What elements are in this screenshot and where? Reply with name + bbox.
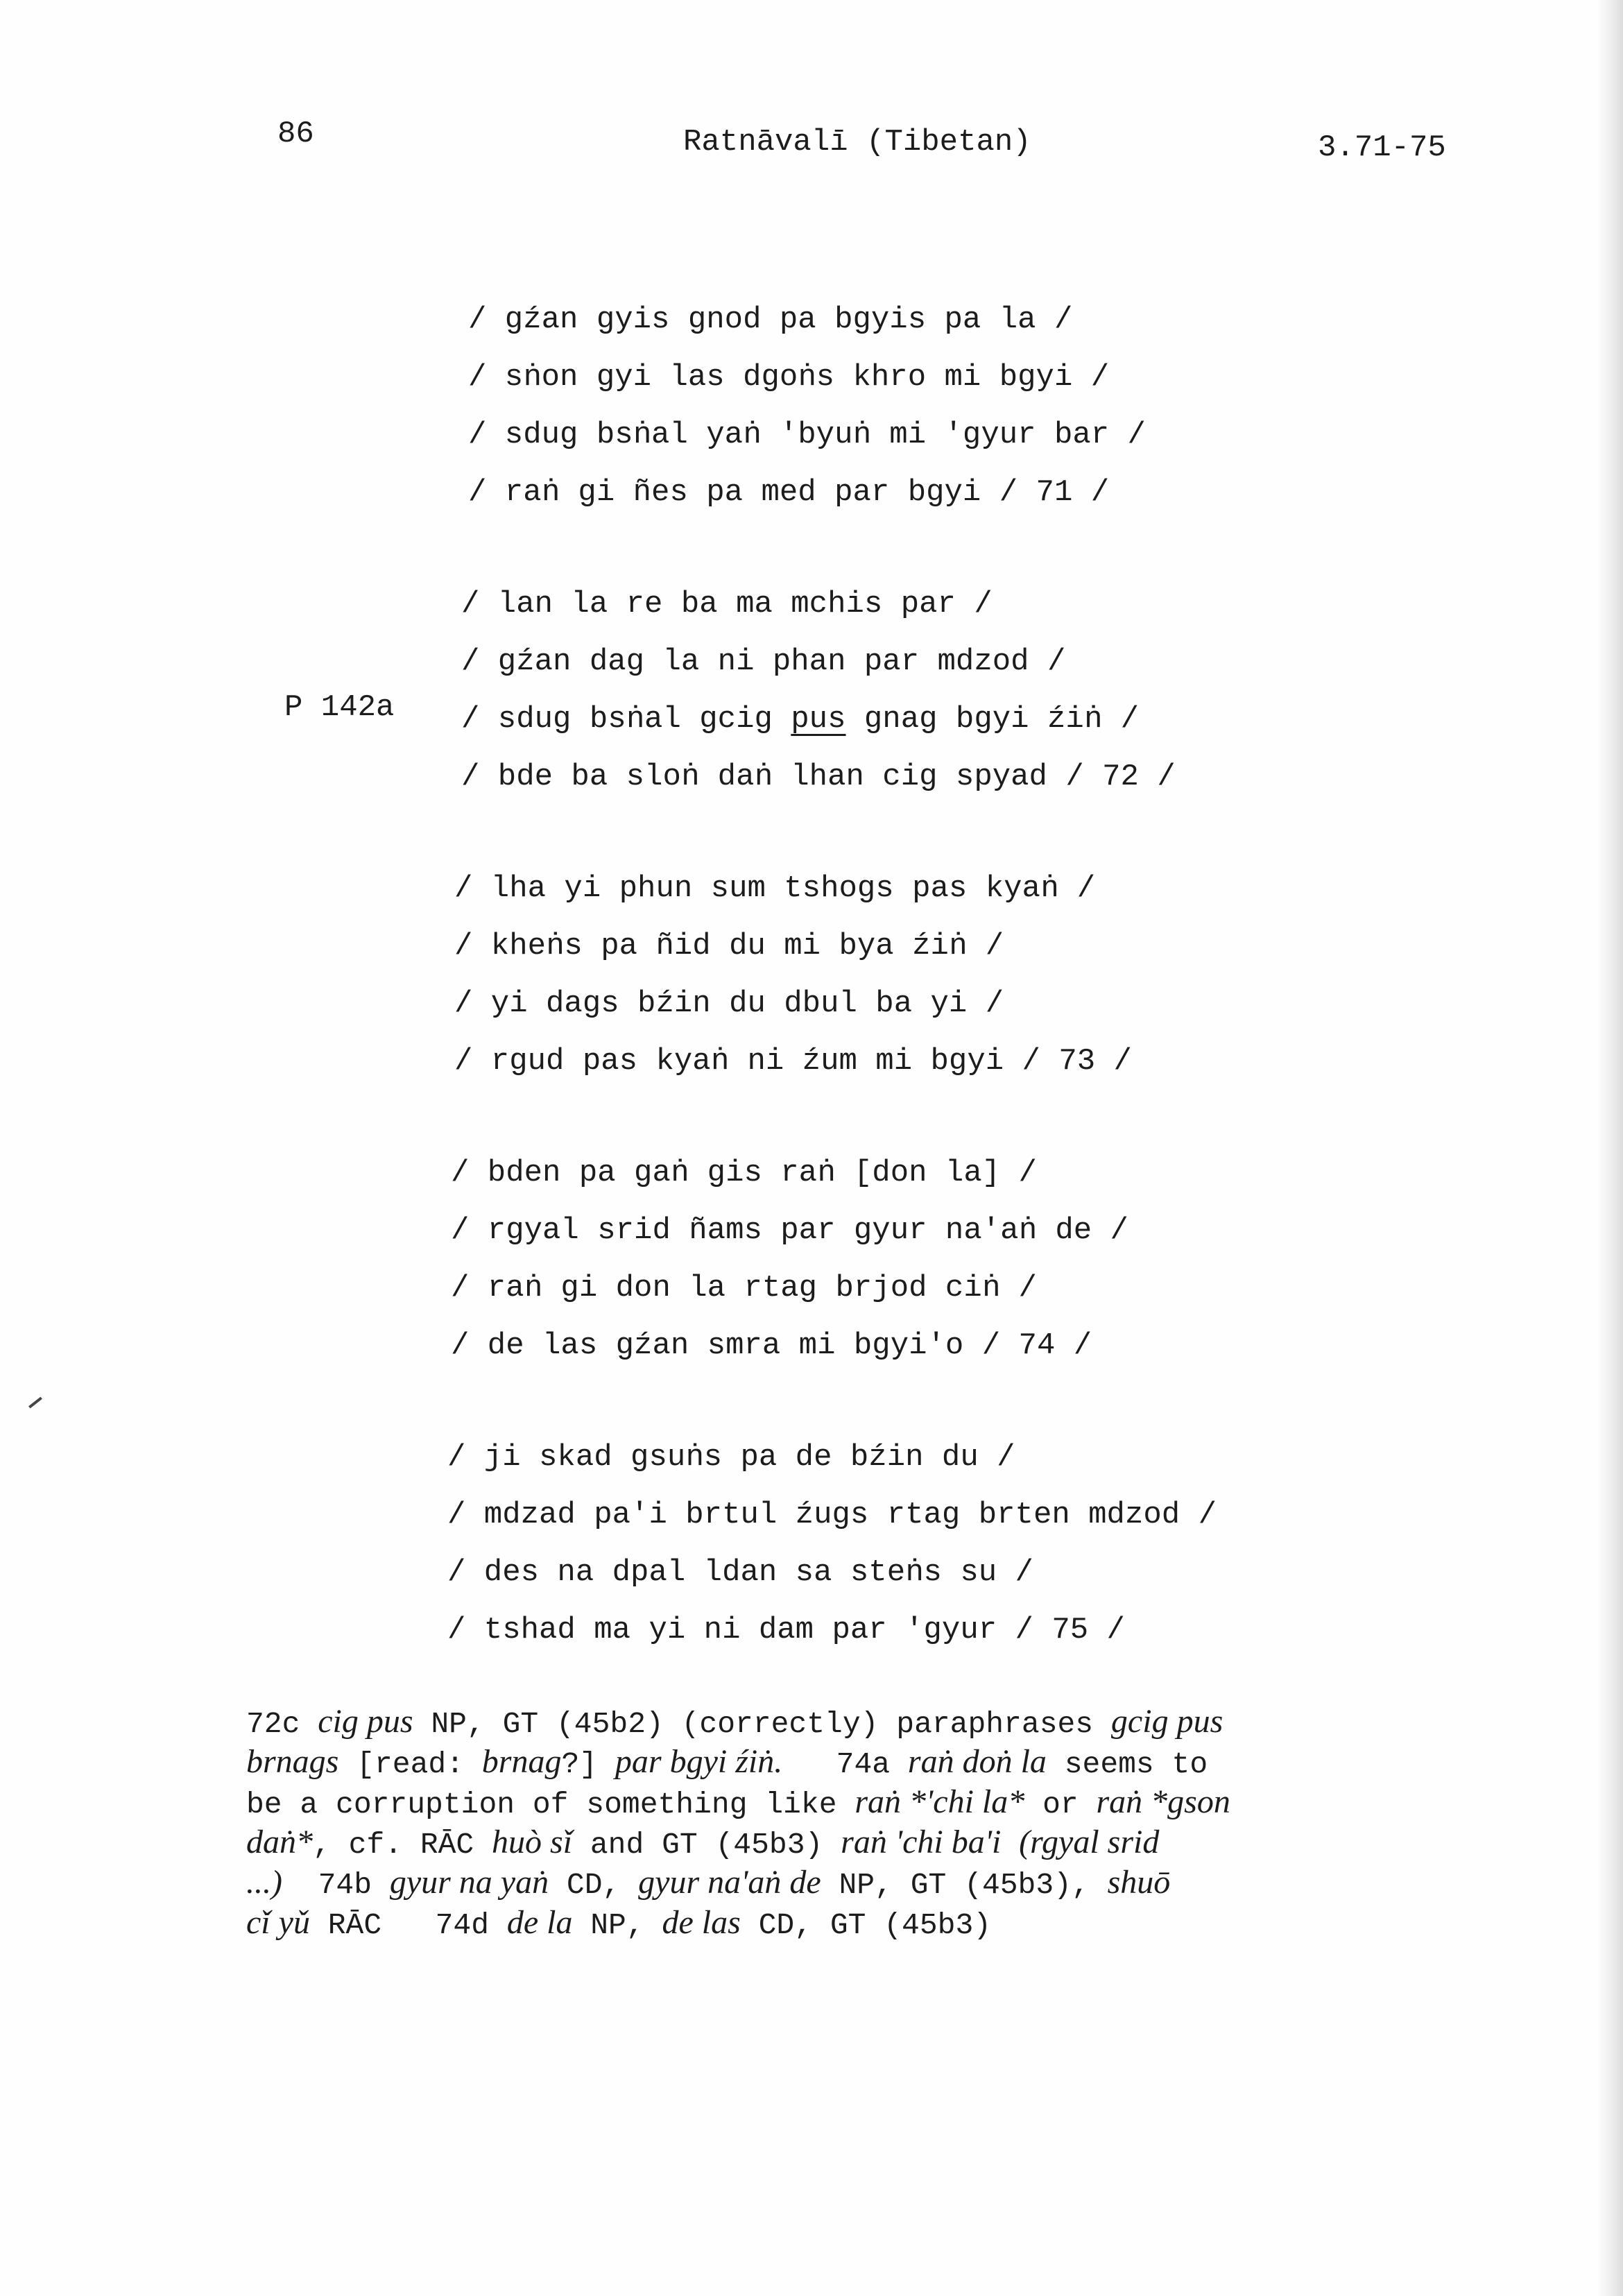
note-line (246, 1864, 1439, 1904)
verse-line: / ji skad gsuṅs pa de bźin du / (447, 1440, 1015, 1475)
note-citation: gcig pus (1110, 1703, 1223, 1740)
note-text (1001, 1828, 1019, 1862)
verse-stanza (468, 291, 1484, 522)
note-citation: raṅ 'chi ba'i (841, 1824, 1002, 1860)
verse-stanza (447, 1429, 1484, 1659)
verse-line: / bde ba sloṅ daṅ lhan cig spyad / 72 / (461, 760, 1176, 794)
note-citation: de la (506, 1904, 573, 1941)
note-citation: gyur na'aṅ de (638, 1864, 821, 1901)
note-citation: de las (662, 1904, 741, 1941)
verse-line: / mdzad pa'i brtul źugs rtag brten mdzod / (447, 1498, 1217, 1532)
verse-line (461, 691, 1484, 748)
running-title: Ratnāvalī (Tibetan) (683, 125, 1031, 160)
verse-line: / kheṅs pa ñid du mi bya źiṅ / (454, 929, 1004, 963)
verse-line: / rgyal srid ñams par gyur na'aṅ de / (451, 1213, 1128, 1248)
note-citation: raṅ *'chi la* (855, 1783, 1025, 1820)
verse-line: / gźan dag la ni phan par mdzod / (461, 644, 1066, 679)
note-text: NP, (572, 1908, 662, 1942)
note-citation: par bgyi źiṅ. (615, 1743, 783, 1780)
verse-line: / yi dags bźin du dbul ba yi / (454, 986, 1004, 1021)
underlined-word: pus (791, 702, 846, 737)
note-citation: cǐ yǔ (246, 1904, 310, 1941)
note-text: , cf. RĀC (313, 1828, 492, 1862)
verse-line: / des na dpal ldan sa steṅs su / (447, 1555, 1033, 1590)
note-text: CD, (549, 1868, 639, 1902)
note-text: 74b (282, 1868, 390, 1902)
verse-line: / de las gźan smra mi bgyi'o / 74 / (451, 1328, 1092, 1363)
verse-stanza (461, 576, 1484, 806)
note-text: or (1024, 1788, 1097, 1822)
note-citation: gyur na yaṅ (389, 1864, 549, 1901)
note-citation: brnags (246, 1743, 339, 1780)
page-header (0, 117, 1623, 172)
verse-line: / raṅ gi don la rtag brjod ciṅ / (451, 1271, 1037, 1305)
note-citation: daṅ* (246, 1824, 313, 1860)
note-citation: (rgyal srid (1019, 1824, 1160, 1860)
stray-pen-mark (28, 1397, 42, 1409)
verse-block (444, 291, 1484, 1713)
note-citation: brnag (481, 1743, 562, 1780)
verse-line: / gźan gyis gnod pa bgyis pa la / (468, 302, 1073, 337)
verse-line: / sṅon gyi las dgoṅs khro mi bgyi / (468, 360, 1110, 395)
note-text: seems to (1046, 1747, 1208, 1781)
note-citation: ...) (246, 1864, 282, 1901)
verse-line: / rgud pas kyaṅ ni źum mi bgyi / 73 / (454, 1044, 1132, 1079)
verse-stanza (451, 1145, 1484, 1375)
note-citation: cig pus (318, 1703, 413, 1740)
note-citation: shuō (1107, 1864, 1171, 1901)
note-text: ?] (561, 1747, 615, 1781)
note-citation: raṅ doṅ la (907, 1743, 1047, 1780)
verse-line: / sdug bsṅal yaṅ 'byuṅ mi 'gyur bar / (468, 418, 1146, 452)
note-citation: raṅ *gson (1096, 1783, 1230, 1820)
verse-stanza (454, 860, 1484, 1090)
note-line (246, 1824, 1439, 1864)
note-line (246, 1904, 1439, 1944)
verse-line: / bden pa gaṅ gis raṅ [don la] / (451, 1156, 1037, 1190)
margin-folio-reference: P 142a (284, 690, 395, 725)
verse-line: / lha yi phun sum tshogs pas kyaṅ / (454, 871, 1096, 906)
verse-segment: / sdug bsṅal gcig (461, 702, 791, 737)
note-text: RĀC 74d (309, 1908, 507, 1942)
note-line (246, 1783, 1439, 1824)
note-text: and GT (45b3) (572, 1828, 841, 1862)
note-text: NP, GT (45b3), (821, 1868, 1108, 1902)
note-text: 74a (782, 1747, 908, 1781)
note-line (246, 1703, 1439, 1743)
footnotes (246, 1703, 1439, 1944)
note-text: be a corruption of something like (246, 1788, 855, 1822)
note-text: [read: (338, 1747, 482, 1781)
note-text: NP, GT (45b2) (correctly) paraphrases (413, 1707, 1111, 1741)
note-text: CD, GT (45b3) (740, 1908, 992, 1942)
verse-line: / tshad ma yi ni dam par 'gyur / 75 / (447, 1613, 1125, 1647)
verse-line: / lan la re ba ma mchis par / (461, 587, 993, 622)
section-range: 3.71-75 (1318, 130, 1446, 165)
verse-segment: gnag bgyi źiṅ / (845, 702, 1139, 737)
note-citation: huò sǐ (492, 1824, 573, 1860)
verse-line: / raṅ gi ñes pa med par bgyi / 71 / (468, 475, 1110, 510)
note-line (246, 1743, 1439, 1783)
scan-edge (1597, 0, 1623, 2296)
page-number: 86 (277, 117, 314, 151)
note-text: 72c (246, 1707, 318, 1741)
